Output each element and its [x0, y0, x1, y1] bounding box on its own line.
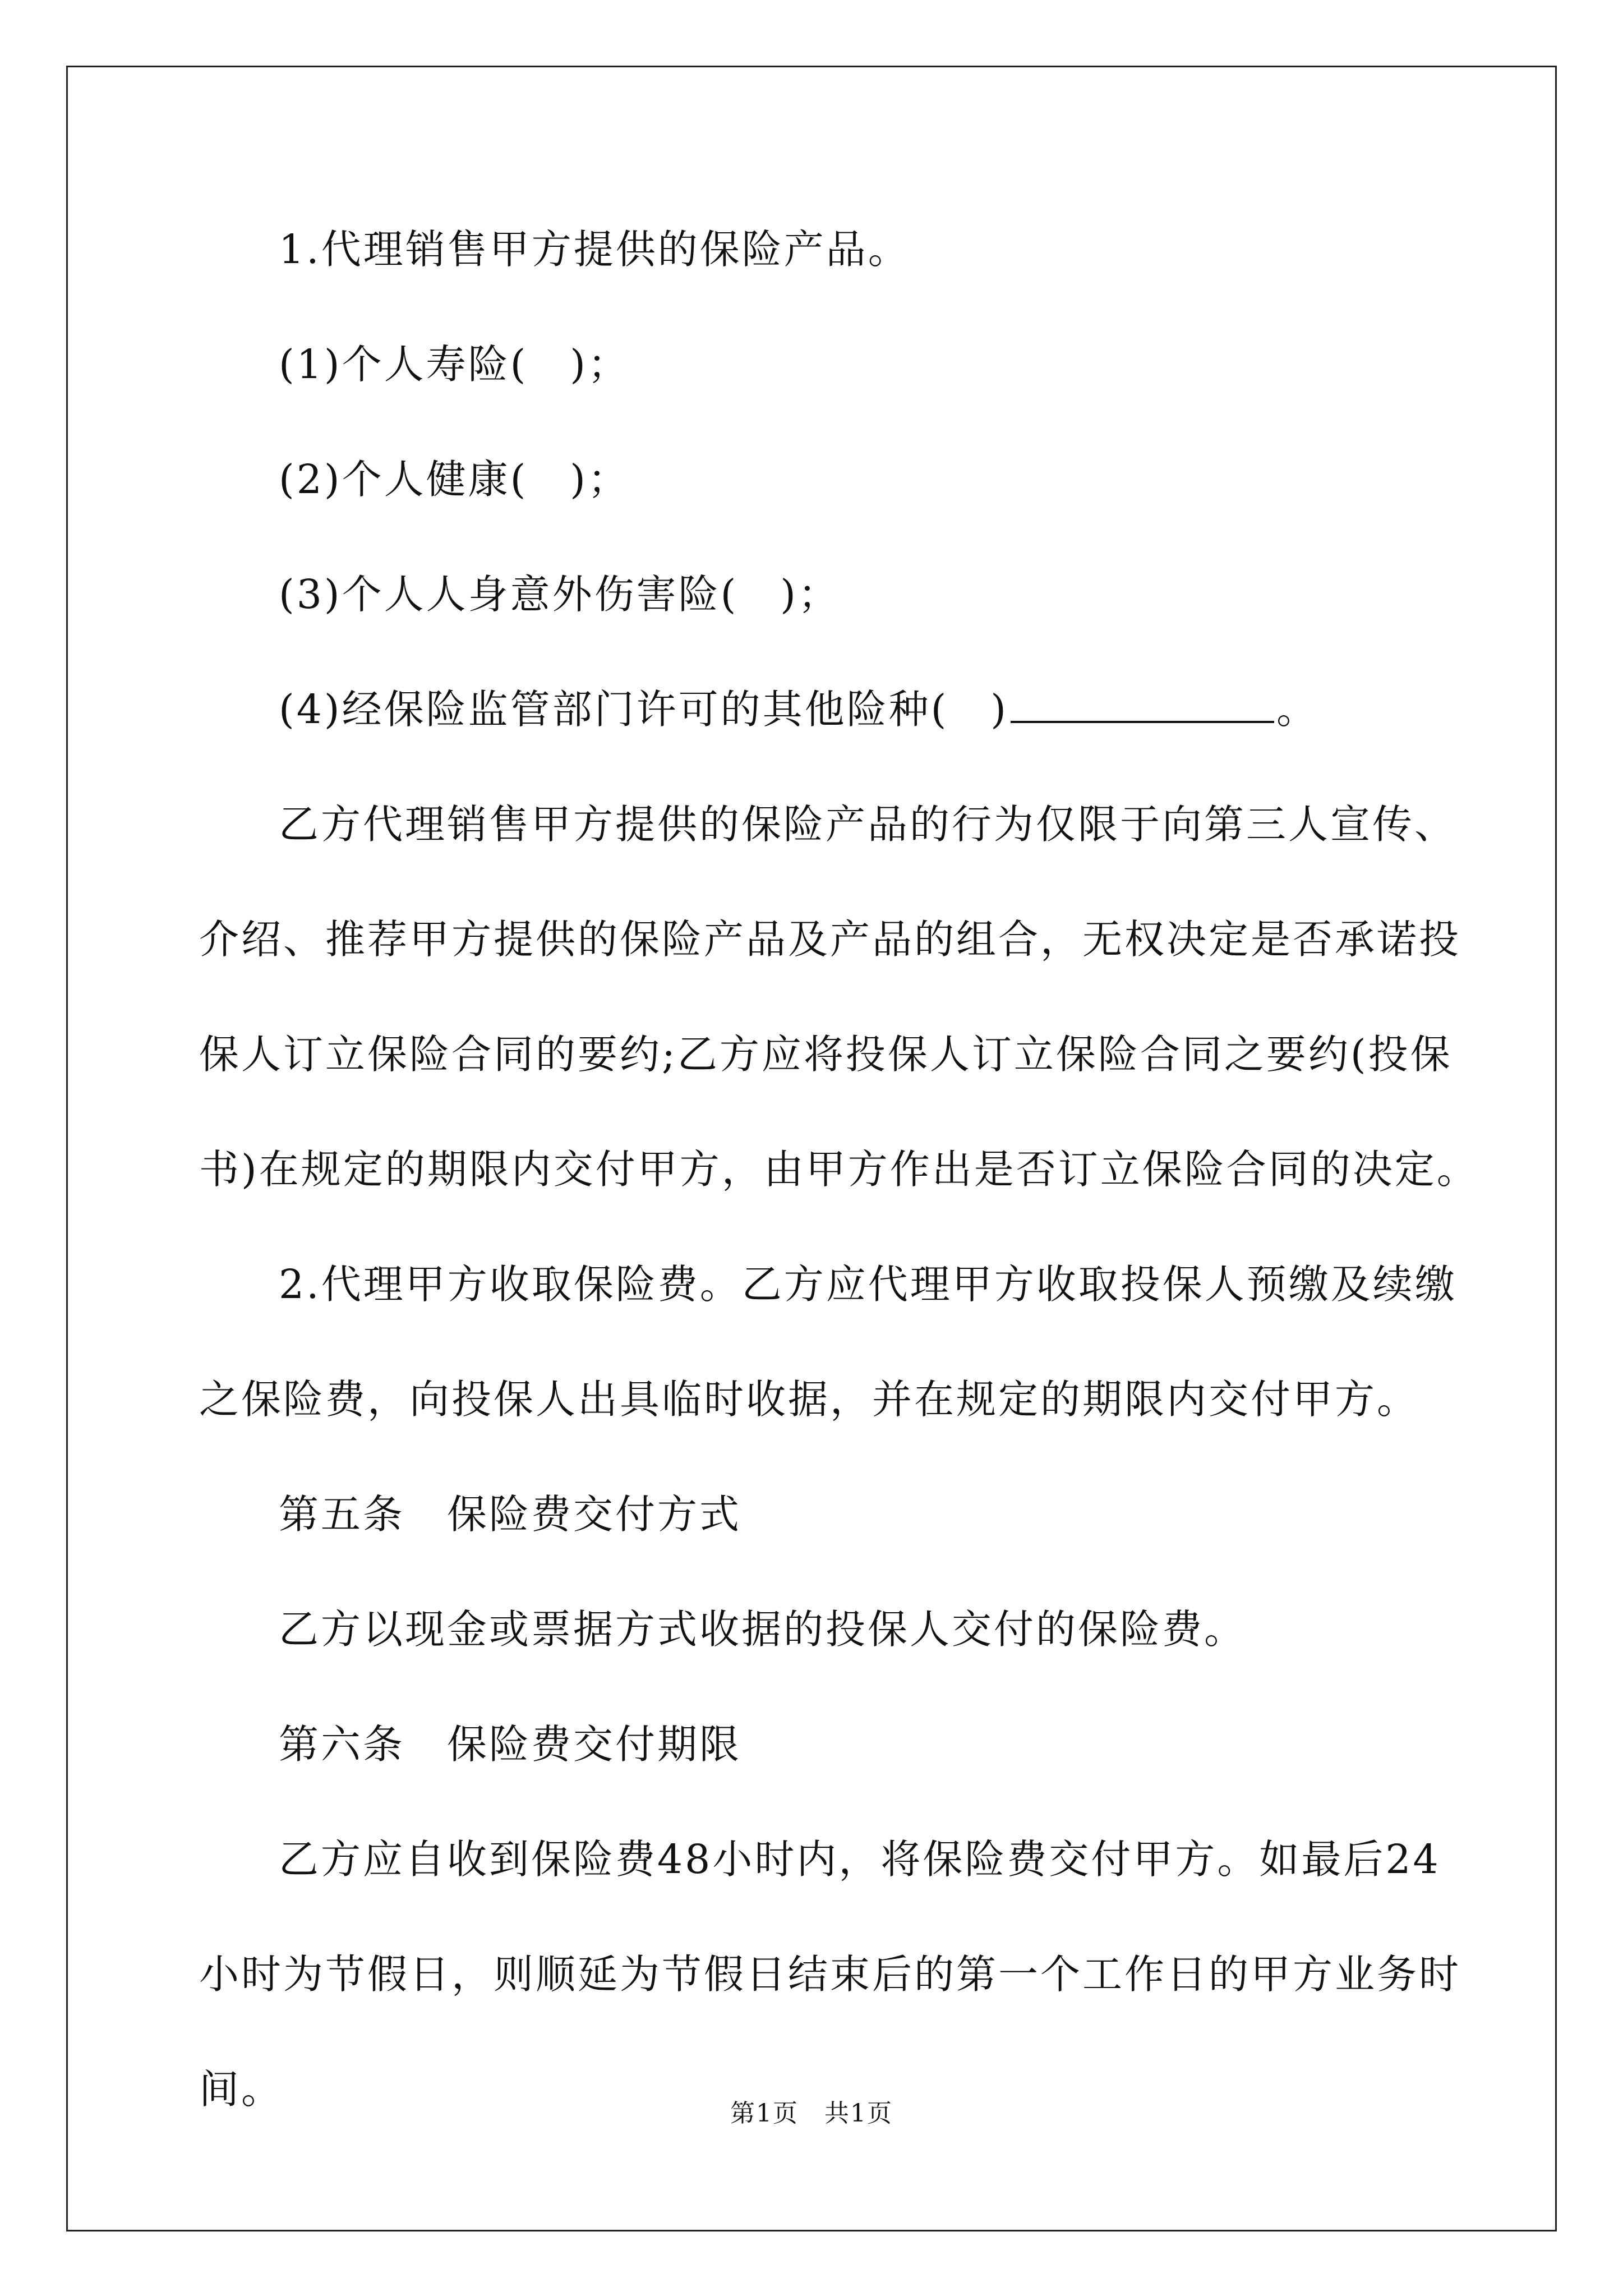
- article-6-body-line-3: 间。: [199, 2066, 284, 2113]
- paragraph-scope-line-1: 乙方代理销售甲方提供的保险产品的行为仅限于向第三人宣传、: [279, 801, 1457, 848]
- article-5-heading: 第五条 保险费交付方式: [279, 1491, 742, 1538]
- page-number-footer: 第1页 共1页: [730, 2099, 893, 2128]
- article-5-body: 乙方以现金或票据方式收据的投保人交付的保险费。: [279, 1606, 1247, 1653]
- paragraph-scope-line-3: 保人订立保险合同的要约;乙方应将投保人订立保险合同之要约(投保: [199, 1031, 1453, 1078]
- article-6-body-line-2: 小时为节假日，则顺延为节假日结束后的第一个工作日的甲方业务时: [199, 1951, 1461, 1998]
- paragraph-item-1: 1.代理销售甲方提供的保险产品。: [279, 226, 910, 273]
- article-6-body-line-1: 乙方应自收到保险费48小时内，将保险费交付甲方。如最后24: [279, 1836, 1441, 1883]
- paragraph-item-1-4-end: 。: [1276, 686, 1318, 733]
- paragraph-item-1-2: (2)个人健康( )；: [279, 456, 630, 503]
- paragraph-scope-line-4: 书)在规定的期限内交付甲方，由甲方作出是否订立保险合同的决定。: [199, 1146, 1479, 1193]
- article-6-heading: 第六条 保险费交付期限: [279, 1721, 742, 1768]
- paragraph-item-1-4: [279, 682, 1318, 738]
- paragraph-item-1-3: (3)个人人身意外伤害险( )；: [279, 571, 840, 618]
- paragraph-item-1-1: (1)个人寿险( )；: [279, 341, 630, 388]
- paragraph-item-2-line-1: 2.代理甲方收取保险费。乙方应代理甲方收取投保人预缴及续缴: [279, 1261, 1457, 1308]
- paragraph-scope-line-2: 介绍、推荐甲方提供的保险产品及产品的组合，无权决定是否承诺投: [199, 916, 1461, 963]
- paragraph-item-2-line-2: 之保险费，向投保人出具临时收据，并在规定的期限内交付甲方。: [199, 1376, 1419, 1423]
- paragraph-item-1-4-text: (4)经保险监管部门许可的其他险种( ): [279, 686, 1008, 733]
- fill-in-blank: [1011, 682, 1274, 723]
